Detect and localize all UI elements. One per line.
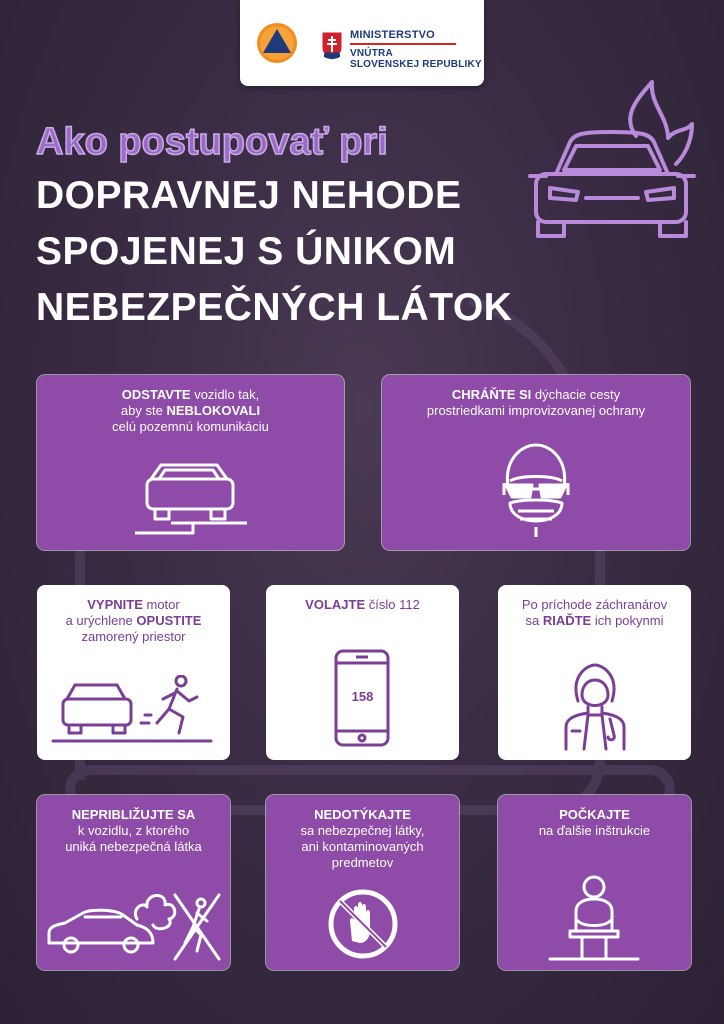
card-5-text-3: ich pokynmi <box>591 613 664 628</box>
card-7-bold-1: NEDOTÝKAJTE <box>314 807 411 822</box>
card-1-text-3: celú pozemnú komunikáciu <box>112 419 269 434</box>
ministry-divider <box>350 43 456 45</box>
person-running-icon <box>51 675 219 749</box>
card-6-bold-1: NEPRIBLIŽUJTE SA <box>71 807 196 822</box>
card-wait-instructions <box>498 795 691 970</box>
card-2-text-1: dýchacie cesty <box>531 387 621 402</box>
card-6-text-2: uniká nebezpečná látka <box>65 839 202 854</box>
card-3-bold-1: VYPNITE <box>87 597 143 612</box>
sitting-person-icon <box>548 873 640 963</box>
card-do-not-touch <box>266 795 459 970</box>
page-title <box>36 120 512 336</box>
card-call-112 <box>266 585 459 760</box>
title-line-3: SPOJENEJ S ÚNIKOM <box>36 230 457 273</box>
card-8-bold-1: POČKAJTE <box>559 807 630 822</box>
ministry-name <box>350 30 482 70</box>
card-5-text-2: sa <box>525 613 543 628</box>
title-line-1: Ako postupovať pri <box>36 121 388 163</box>
card-3-text-2: a urýchlene <box>65 613 137 628</box>
parked-car-icon <box>133 461 249 539</box>
ministry-line-2: VNÚTRA <box>350 48 393 59</box>
card-3-bold-2: OPUSTITE <box>136 613 202 628</box>
card-1-bold-1: ODSTAVTE <box>121 387 191 402</box>
car-smoke-icon <box>45 887 225 963</box>
phone-screen-number: 158 <box>351 689 374 704</box>
card-1-text-2: aby ste <box>120 403 167 418</box>
card-3-text-1: motor <box>142 597 180 612</box>
card-7-text-2: ani kontaminovaných <box>301 839 424 854</box>
card-2-text-2: prostriedkami improvizovanej ochrany <box>426 403 646 418</box>
card-protect-breathing <box>382 375 690 550</box>
card-do-not-approach <box>37 795 230 970</box>
card-2-bold-1: CHRÁŇTE SI <box>451 387 532 402</box>
ministry-line-3: SLOVENSKEJ REPUBLIKY <box>350 59 482 70</box>
title-line-4: NEBEZPEČNÝCH LÁTOK <box>36 286 513 329</box>
civil-protection-logo <box>256 22 298 64</box>
card-follow-rescuers <box>498 585 691 760</box>
medic-icon <box>560 661 630 751</box>
card-1-bold-2: NEBLOKOVALI <box>166 403 261 418</box>
card-8-text-1: na ďalšie inštrukcie <box>538 823 651 838</box>
card-5-bold-1: RIAĎTE <box>542 613 592 628</box>
card-4-bold-1: VOLAJTE <box>305 597 366 612</box>
card-4-text-1: číslo 112 <box>365 597 420 612</box>
header-logo-box <box>240 0 484 86</box>
card-6-text-1: k vozidlu, z ktorého <box>77 823 190 838</box>
ministry-line-1: MINISTERSTVO <box>350 29 435 41</box>
burning-car-icon <box>526 76 698 256</box>
card-7-text-3: predmetov <box>331 855 394 870</box>
slovak-coat-of-arms <box>320 30 344 62</box>
card-park-vehicle <box>37 375 344 550</box>
card-5-text-1: Po príchode záchranárov <box>521 597 668 612</box>
card-1-text-1: vozidlo tak, <box>190 387 260 402</box>
no-touch-icon <box>326 887 400 961</box>
card-3-text-3: zamorený priestor <box>81 629 186 644</box>
title-line-2: DOPRAVNEJ NEHODE <box>36 174 462 217</box>
mask-icon <box>490 441 582 541</box>
card-7-text-1: sa nebezpečnej látky, <box>300 823 425 838</box>
card-turn-off-engine <box>37 585 230 760</box>
